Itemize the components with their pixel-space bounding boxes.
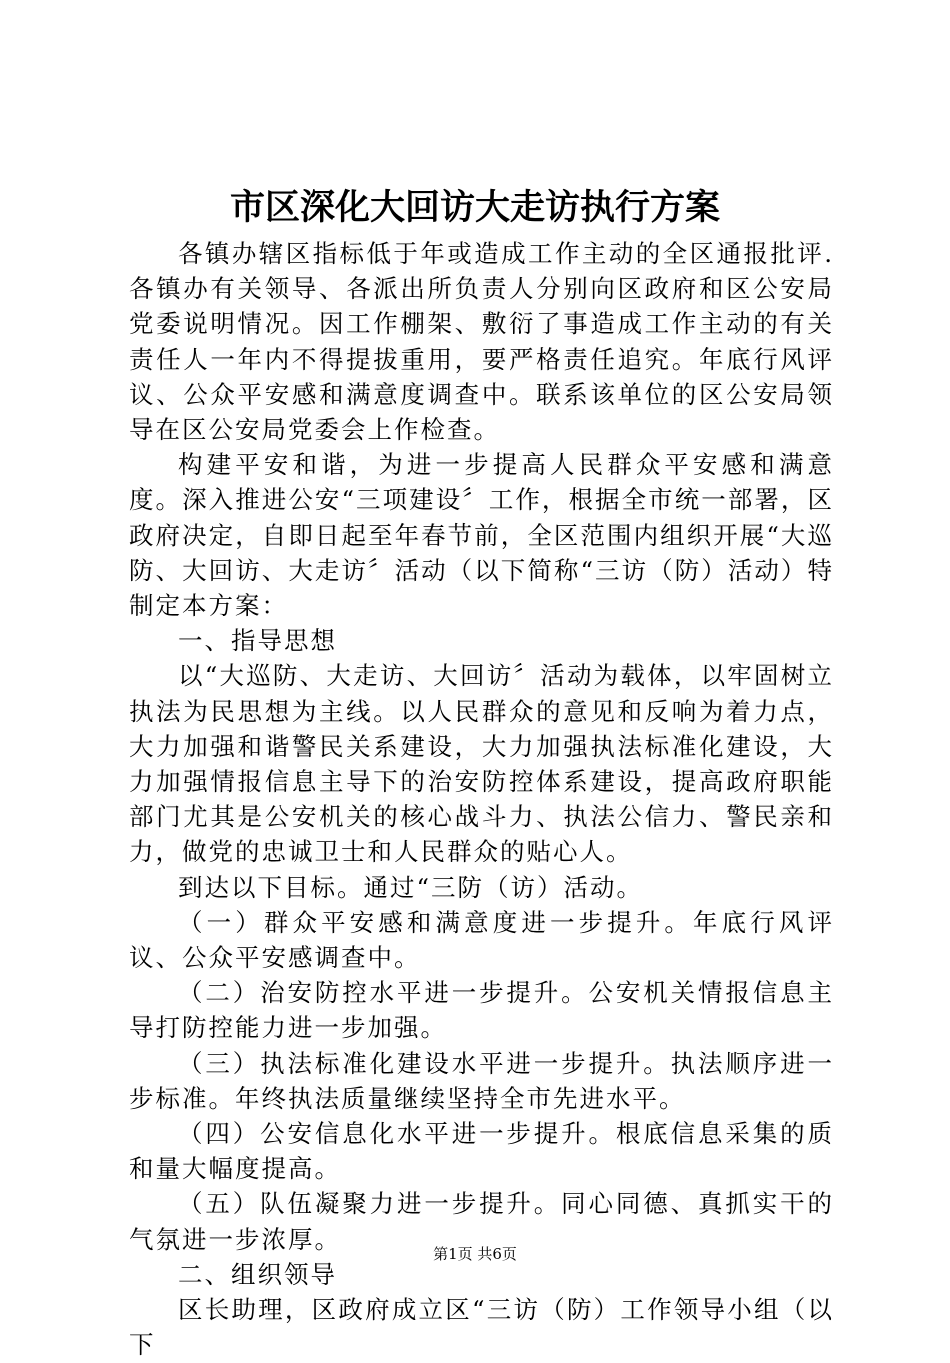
page-footer: 第1页 共6页 bbox=[433, 1245, 517, 1263]
list-item: （三）执法标准化建设水平进一步提升。执法顺序进一步标准。年终执法质量继续坚持全市先进水平。 bbox=[129, 1048, 834, 1113]
paragraph: 构建平安和谐，为进一步提高人民群众平安感和满意度。深入推进公安“三项建设〞工作，根据全市统一部署，区政府决定，自即日起至年春节前，全区范围内组织开展“大巡防、大回访、大走访〞活动（以下简称“三访（防）活动）特制定本方案： bbox=[129, 450, 834, 621]
paragraph: 区长助理，区政府成立区“三访（防）工作领导小组（以下 bbox=[129, 1295, 834, 1360]
paragraph: 以“大巡防、大走访、大回访〞活动为载体，以牢固树立执法为民思想为主线。以人民群众的意见和反响为着力点，大力加强和谐警民关系建设，大力加强执法标准化建设，大力加强情报信息主导下的治安防控体系建设，提高政府职能部门尤其是公安机关的核心战斗力、执法公信力、警民亲和力，做党的忠诚卫士和人民群众的贴心人。 bbox=[129, 661, 834, 867]
section-heading: 二、组织领导 bbox=[178, 1259, 337, 1289]
list-item: （四）公安信息化水平进一步提升。根底信息采集的质和量大幅度提高。 bbox=[129, 1119, 834, 1184]
list-item: （五）队伍凝聚力进一步提升。同心同德、真抓实干的气氛进一步浓厚。 bbox=[129, 1189, 834, 1254]
section-heading: 一、指导思想 bbox=[178, 626, 337, 656]
list-item: （二）治安防控水平进一步提升。公安机关情报信息主导打防控能力进一步加强。 bbox=[129, 978, 834, 1043]
paragraph: 到达以下目标。通过“三防（访）活动。 bbox=[178, 872, 644, 902]
list-item: （一）群众平安感和满意度进一步提升。年底行风评议、公众平安感调查中。 bbox=[129, 907, 834, 973]
document-body bbox=[129, 236, 834, 1363]
paragraph: 各镇办辖区指标低于年或造成工作主动的全区通报批评.各镇办有关领导、各派出所负责人分别向区政府和区公安局党委说明情况。因工作棚架、敷衍了事造成工作主动的有关责任人一年内不得提拔重用，要严格责任追究。年底行风评议、公众平安感和满意度调查中。联系该单位的区公安局领导在区公安局党委会上作检查。 bbox=[129, 239, 834, 445]
document-title: 市区深化大回访大走访执行方案 bbox=[229, 187, 720, 228]
